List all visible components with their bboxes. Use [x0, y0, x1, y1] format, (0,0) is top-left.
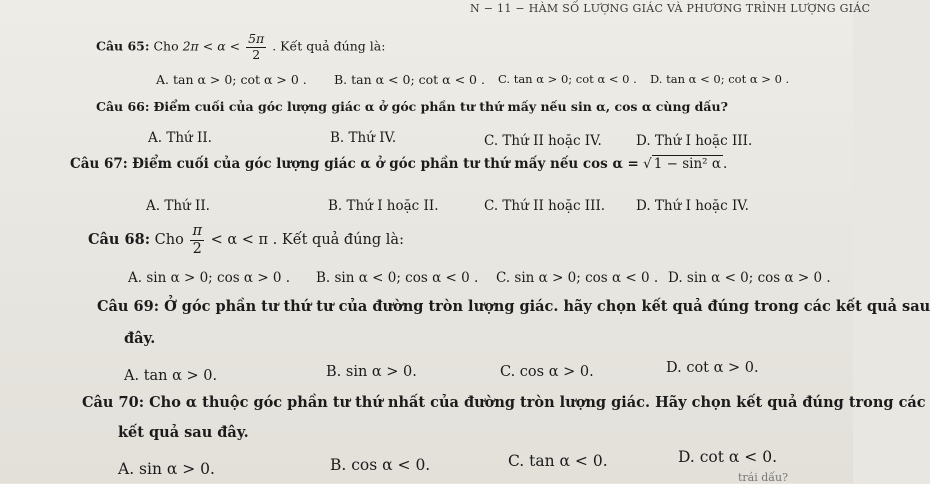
- option-b: B. sin α < 0; cos α < 0 .: [316, 270, 479, 286]
- question-label: Câu 66:: [96, 99, 150, 114]
- question-label: Câu 69:: [97, 298, 160, 315]
- option-c: C. cos α > 0.: [500, 364, 594, 380]
- option-d: D. tan α < 0; cot α > 0 .: [650, 72, 790, 86]
- option-b: B. Thứ IV.: [330, 130, 397, 146]
- question-text: Cho α thuộc góc phần tư thứ nhất của đường tròn lượng giác. Hãy chọn kết quả đúng trong các: [149, 394, 926, 411]
- option-d: D. Thứ I hoặc III.: [636, 133, 753, 149]
- option-c: C. Thứ II hoặc IV.: [484, 133, 602, 149]
- fraction: $\frac{\pi}{2}$: [192, 223, 202, 257]
- question-68: [88, 224, 404, 256]
- option-a: A. Thứ II.: [146, 198, 210, 214]
- question-label: Câu 67:: [70, 156, 128, 172]
- question-text-cont: kết quả sau đây.: [118, 424, 249, 441]
- question-text: Điểm cuối của góc lượng giác α ở góc phần tư thứ mấy nếu sin α, cos α cùng dấu?: [153, 99, 728, 114]
- math-expression: 2π < α <: [182, 38, 241, 54]
- question-69: [97, 298, 930, 315]
- page-header: N − 11 − HÀM SỐ LƯỢNG GIÁC VÀ PHƯƠNG TRÌNH LƯỢNG GIÁC: [470, 2, 871, 15]
- option-a: A. tan α > 0.: [124, 368, 218, 384]
- question-label: Câu 65:: [96, 38, 150, 54]
- option-c: C. tan α > 0; cot α < 0 .: [498, 72, 637, 86]
- question-label: Câu 70:: [82, 394, 145, 411]
- option-c: C. Thứ II hoặc III.: [484, 198, 606, 214]
- question-70: [82, 394, 926, 411]
- option-a: A. sin α > 0.: [118, 460, 215, 478]
- question-label: Câu 68:: [88, 231, 151, 248]
- option-d: D. cot α < 0.: [678, 448, 777, 466]
- question-66: [96, 99, 728, 114]
- option-a: A. tan α > 0; cot α > 0 .: [156, 72, 307, 87]
- question-text: Điểm cuối của góc lượng giác α ở góc phần tư thứ mấy nếu cos α =: [132, 156, 639, 172]
- option-a: A. Thứ II.: [148, 130, 212, 146]
- question-text-cont: đây.: [124, 330, 156, 347]
- option-d: D. cot α > 0.: [666, 360, 759, 376]
- question-text: Cho: [154, 232, 184, 248]
- option-a: A. sin α > 0; cos α > 0 .: [128, 270, 291, 286]
- fraction: $\frac{5\pi}{2}$: [248, 31, 265, 62]
- option-b: B. tan α < 0; cot α < 0 .: [334, 72, 485, 87]
- option-d: D. sin α < 0; cos α > 0 .: [668, 270, 831, 286]
- question-text: Ở góc phần tư thứ tư của đường tròn lượng giác. hãy chọn kết quả đúng trong các kết quả sau: [164, 298, 930, 315]
- cut-off-text: trái dấu?: [738, 471, 789, 484]
- question-text: . Kết quả đúng là:: [272, 38, 386, 54]
- question-text: Cho: [153, 38, 179, 54]
- option-b: B. sin α > 0.: [326, 364, 417, 380]
- question-65: [96, 33, 385, 61]
- question-text: < α < π . Kết quả đúng là:: [210, 232, 404, 248]
- question-67: Câu 67: Điểm cuối của góc lượng giác α ở góc phần tư thứ mấy nếu cos α = √ 1 − sin² α .: [70, 156, 728, 172]
- option-d: D. Thứ I hoặc IV.: [636, 198, 749, 214]
- option-c: C. sin α > 0; cos α < 0 .: [496, 270, 659, 286]
- sqrt-expression: √ 1 − sin² α: [643, 156, 721, 172]
- option-b: B. cos α < 0.: [330, 456, 431, 474]
- option-b: B. Thứ I hoặc II.: [328, 198, 439, 214]
- option-c: C. tan α < 0.: [508, 452, 608, 470]
